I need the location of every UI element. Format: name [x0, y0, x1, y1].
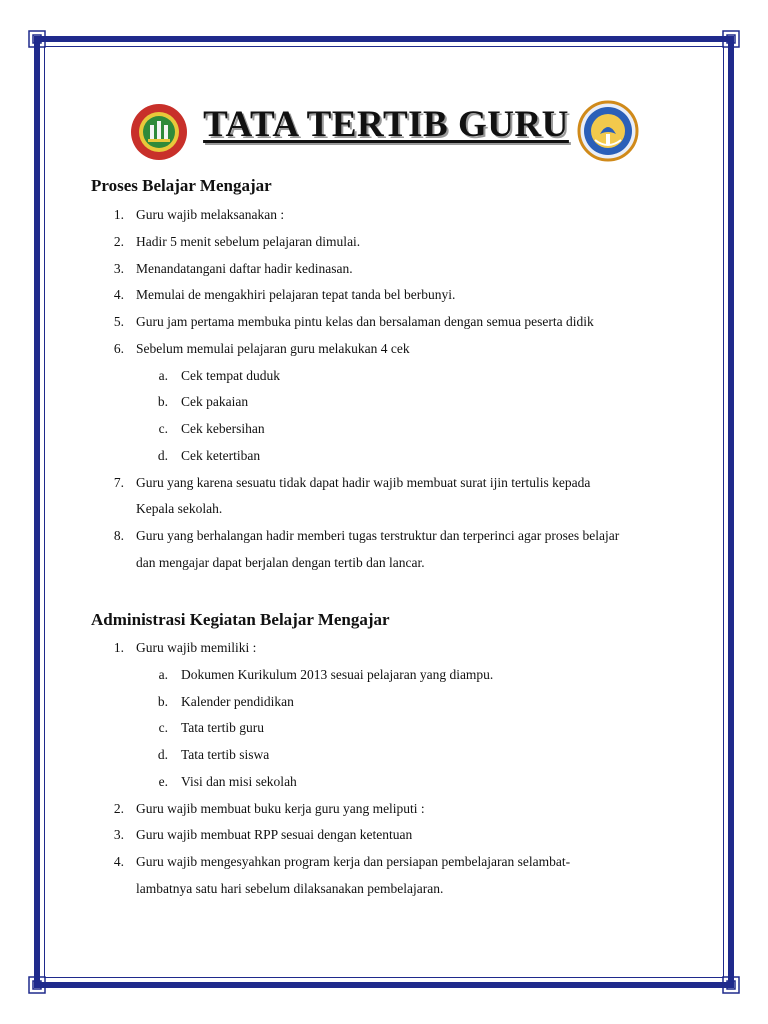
school-emblem-icon: [130, 103, 188, 161]
tut-wuri-handayani-icon: [577, 100, 639, 162]
section-heading-proses-belajar: Proses Belajar Mengajar: [91, 176, 272, 195]
page-title: TATA TERTIB GURU: [203, 104, 569, 145]
corner-ornament-icon: [28, 976, 46, 994]
corner-ornament-icon: [722, 976, 740, 994]
corner-ornament-icon: [28, 30, 46, 48]
title-row: [0, 95, 768, 165]
section-heading-administrasi: Administrasi Kegiatan Belajar Mengajar: [91, 610, 390, 629]
corner-ornament-icon: [722, 30, 740, 48]
